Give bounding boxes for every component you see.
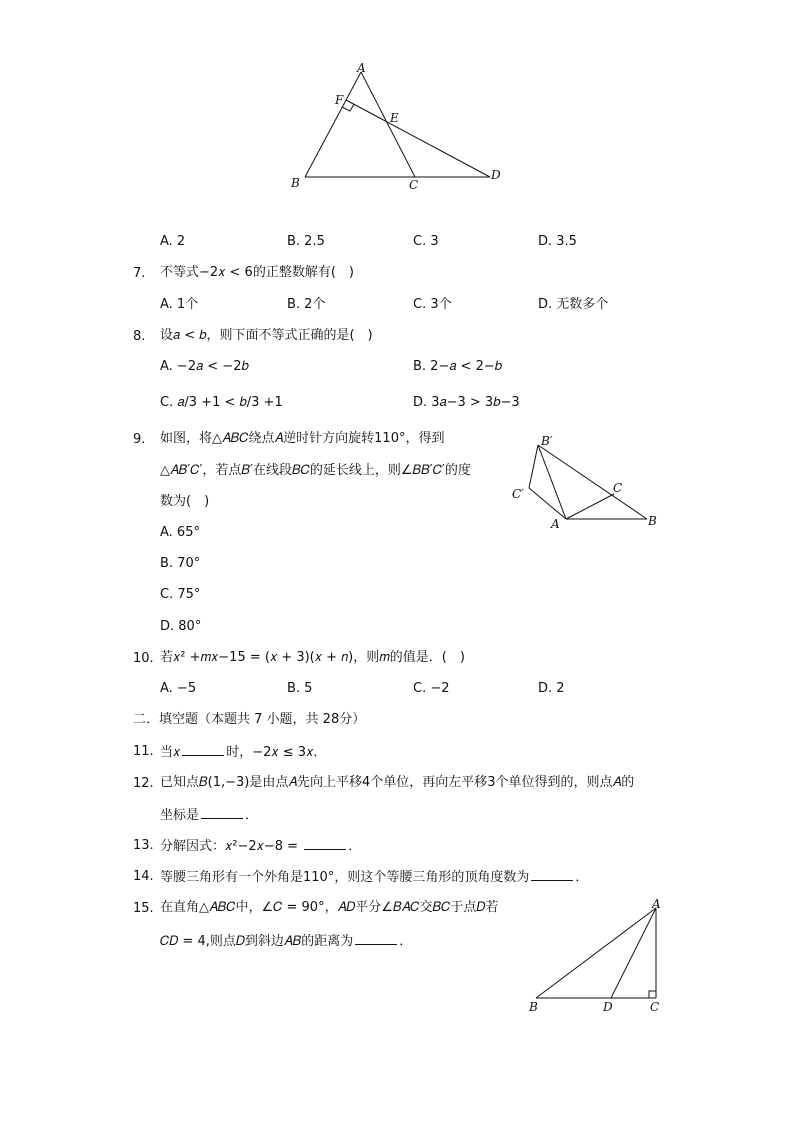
q15-line1: 在直角△𝐴𝐵𝐶中，∠𝐶 = 90°，𝐴𝐷平分∠𝐵𝐴𝐶交𝐵𝐶于点𝐷若 (160, 900, 499, 915)
q13-text (160, 837, 361, 855)
q15-post: ． (399, 934, 413, 949)
q8-option-a[interactable]: A. −2𝑎 < −2𝑏 (160, 359, 249, 374)
q8-text: 设𝑎 < 𝑏，则下面不等式正确的是( ) (160, 328, 373, 343)
q13-post: ． (348, 839, 362, 854)
q8-option-d[interactable]: D. 3𝑎−3 > 3𝑏−3 (413, 395, 520, 410)
q7-text: 不等式−2𝑥 < 6的正整数解有( ) (160, 265, 354, 280)
q9-line3: 数为( ) (160, 494, 210, 509)
q12-blank[interactable] (201, 806, 243, 819)
q7-option-d[interactable]: D. 无数多个 (538, 297, 609, 312)
q12-number: 12. (133, 776, 154, 791)
label-a: A (551, 517, 560, 531)
q7-option-b[interactable]: B. 2个 (287, 297, 326, 312)
q15-pre: 𝐶𝐷 = 4,则点𝐷到斜边𝐴𝐵的距离为 (160, 934, 354, 949)
label-a: A (357, 61, 366, 75)
label-b: B (529, 1000, 538, 1014)
q13-pre: 分解因式：𝑥²−2𝑥−8 = (160, 839, 303, 854)
q12-line2 (160, 806, 258, 824)
q10-option-c[interactable]: C. −2 (413, 681, 450, 696)
figure-right-triangle (525, 895, 670, 1020)
figure-triangle-abc-d (285, 58, 505, 198)
q6-option-d[interactable]: D. 3.5 (538, 234, 577, 249)
label-a: A (652, 897, 661, 911)
q14-text (160, 868, 588, 886)
q6-option-a[interactable]: A. 2 (160, 234, 186, 249)
label-c: C (409, 178, 419, 192)
q11-text (160, 743, 326, 761)
q9-line2: △𝐴𝐵′𝐶′，若点𝐵′在线段𝐵𝐶的延长线上，则∠𝐵𝐵′𝐶′的度 (160, 463, 471, 478)
label-b-prime: B′ (541, 434, 553, 448)
label-d: D (491, 168, 501, 182)
q14-blank[interactable] (531, 868, 573, 881)
q6-option-b[interactable]: B. 2.5 (287, 234, 325, 249)
q9-number: 9. (133, 432, 146, 447)
q9-option-d[interactable]: D. 80° (160, 619, 202, 634)
label-b: B (291, 176, 300, 190)
q6-option-c[interactable]: C. 3 (413, 234, 439, 249)
q11-pre: 当𝑥 (160, 745, 181, 760)
label-c-prime: C′ (512, 487, 524, 501)
q8-option-c[interactable]: C. 𝑎/3 +1 < 𝑏/3 +1 (160, 395, 283, 410)
q10-option-b[interactable]: B. 5 (287, 681, 313, 696)
q10-option-a[interactable]: A. −5 (160, 681, 197, 696)
q8-number: 8. (133, 329, 146, 344)
section-title: 二．填空题（本题共 7 小题，共 28分） (133, 712, 366, 727)
figure-rotation (505, 430, 670, 535)
q7-option-a[interactable]: A. 1个 (160, 297, 199, 312)
q15-line2 (160, 932, 412, 950)
q13-blank[interactable] (304, 837, 346, 850)
q10-text: 若𝑥² +𝑚𝑥−15 = (𝑥 + 3)(𝑥 + 𝑛)，则𝑚的值是．( ) (160, 650, 465, 665)
q12-line1: 已知点𝐵(1,−3)是由点𝐴先向上平移4个单位，再向左平移3个单位得到的，则点𝐴的 (160, 775, 635, 790)
q11-number: 11. (133, 744, 154, 759)
q13-number: 13. (133, 838, 154, 853)
q9-line1: 如图，将△𝐴𝐵𝐶绕点𝐴逆时针方向旋转110°，得到 (160, 431, 445, 446)
q14-pre: 等腰三角形有一个外角是110°，则这个等腰三角形的顶角度数为 (160, 870, 530, 885)
label-e: E (390, 111, 399, 125)
q12-post: ． (245, 808, 259, 823)
q10-option-d[interactable]: D. 2 (538, 681, 565, 696)
q9-option-c[interactable]: C. 75° (160, 587, 201, 602)
label-c: C (613, 481, 623, 495)
label-c: C (650, 1000, 660, 1014)
label-f: F (335, 93, 344, 107)
q7-option-c[interactable]: C. 3个 (413, 297, 452, 312)
label-b: B (648, 514, 657, 528)
q8-option-b[interactable]: B. 2−𝑎 < 2−𝑏 (413, 359, 502, 374)
q15-blank[interactable] (355, 932, 397, 945)
q14-post: ． (575, 870, 589, 885)
q12-pre: 坐标是 (160, 808, 200, 823)
q15-number: 15. (133, 901, 154, 916)
q10-number: 10. (133, 651, 154, 666)
q11-blank[interactable] (182, 743, 224, 756)
q11-post: 时，−2𝑥 ≤ 3𝑥． (226, 745, 327, 760)
label-d: D (603, 1000, 613, 1014)
q9-option-a[interactable]: A. 65° (160, 525, 200, 540)
q7-number: 7. (133, 266, 146, 281)
q9-option-b[interactable]: B. 70° (160, 556, 201, 571)
q14-number: 14. (133, 869, 154, 884)
